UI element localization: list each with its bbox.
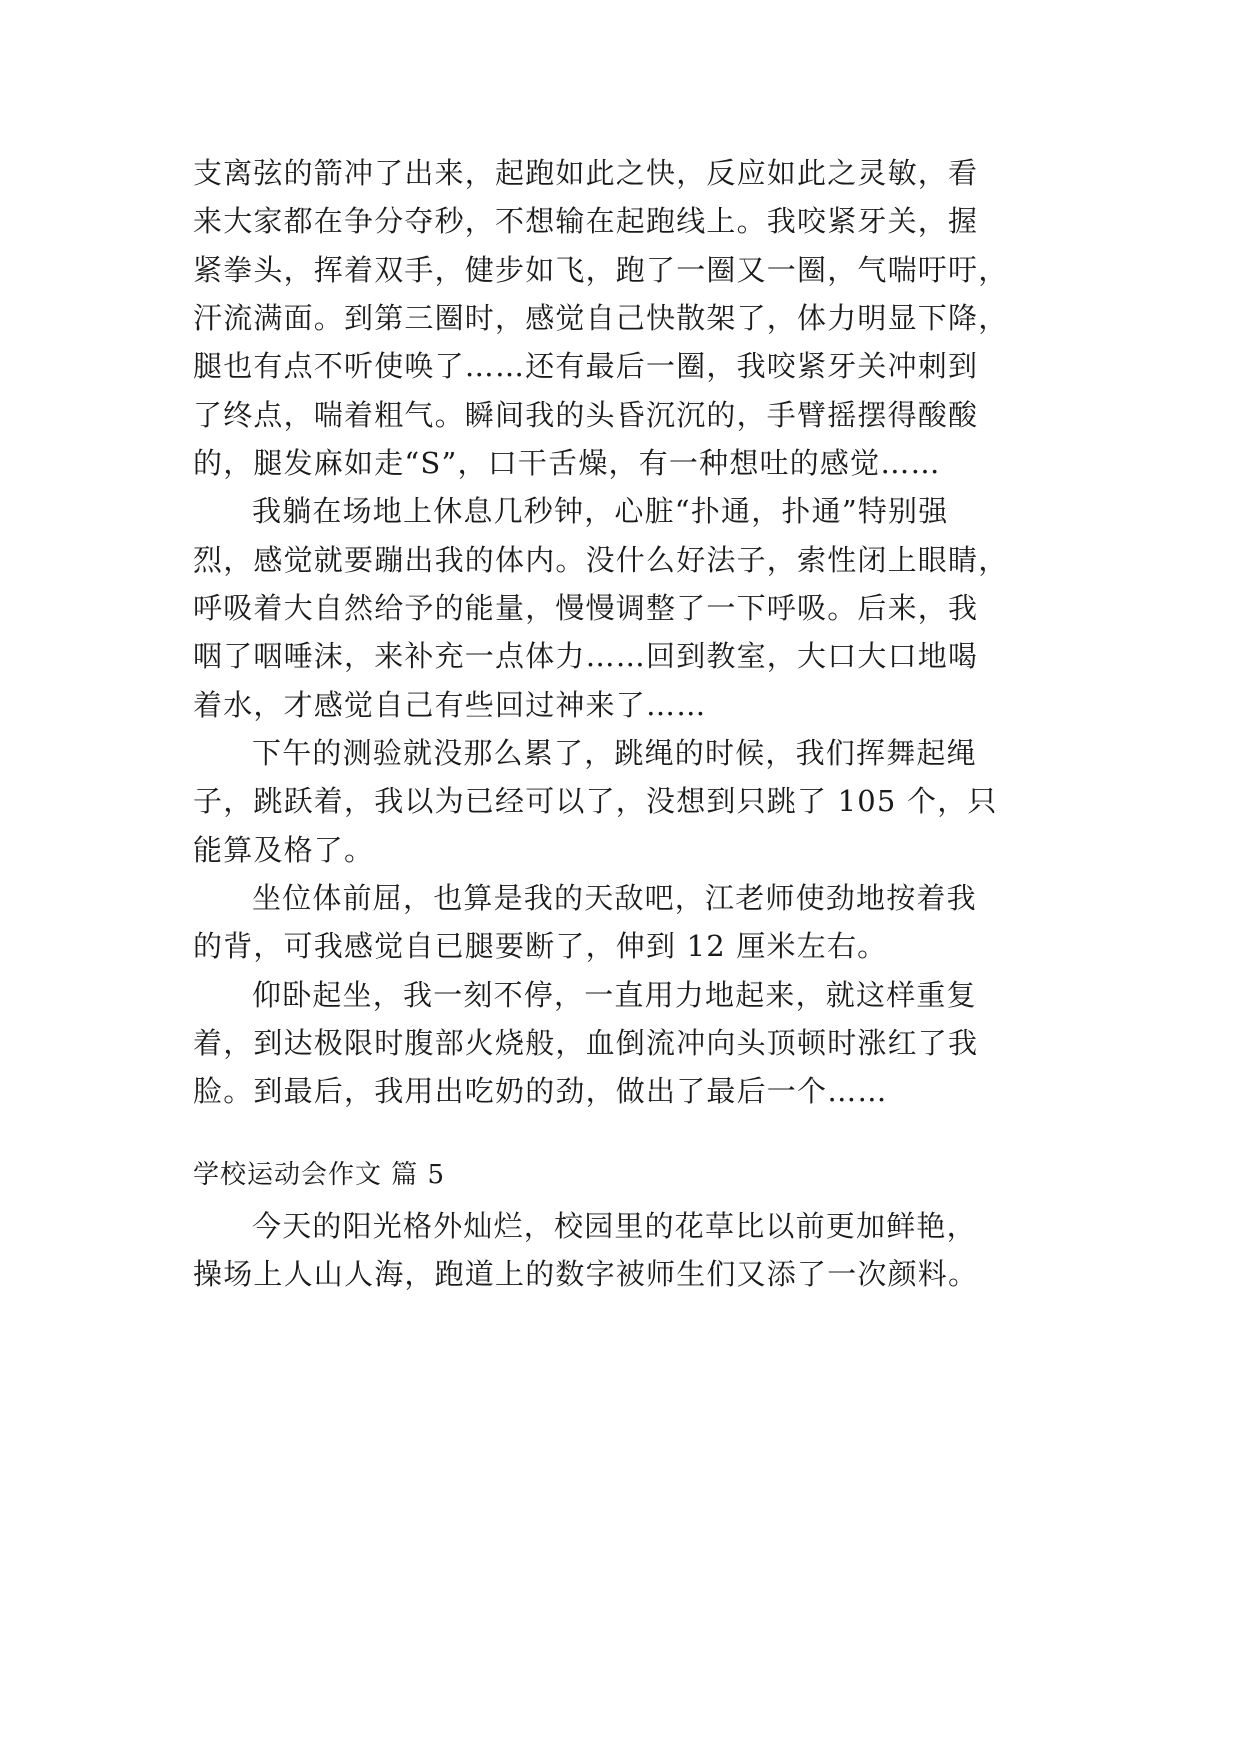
text-line: 下午的测验就没那么累了，跳绳的时候，我们挥舞起绳 <box>252 736 977 770</box>
text-line: 着水，才感觉自己有些回过神来了…… <box>193 688 707 722</box>
text-line: 汗流满面。到第三圈时，感觉自己快散架了，体力明显下降， <box>193 301 1009 335</box>
text-line: 呼吸着大自然给予的能量，慢慢调整了一下呼吸。后来，我 <box>193 591 979 625</box>
text-line: 脸。到最后，我用出吃奶的劲，做出了最后一个…… <box>193 1074 888 1108</box>
text-line: 支离弦的箭冲了出来，起跑如此之快，反应如此之灵敏，看 <box>193 156 979 190</box>
text-line: 操场上人山人海，跑道上的数字被师生们又添了一次颜料。 <box>193 1257 979 1291</box>
text-line: 我躺在场地上休息几秒钟，心脏“扑通，扑通”特别强 <box>252 494 949 528</box>
section-heading: 学校运动会作文 篇 5 <box>193 1160 446 1190</box>
text-line: 腿也有点不听使唤了……还有最后一圈，我咬紧牙关冲刺到 <box>193 349 979 383</box>
text-line: 着，到达极限时腹部火烧般，血倒流冲向头顶顿时涨红了我 <box>193 1026 979 1060</box>
text-line: 仰卧起坐，我一刻不停，一直用力地起来，就这样重复 <box>252 978 977 1012</box>
text-line: 能算及格了。 <box>193 833 375 867</box>
text-line: 烈，感觉就要蹦出我的体内。没什么好法子，索性闭上眼睛， <box>193 543 1009 577</box>
text-line: 的，腿发麻如走“S”，口干舌燥，有一种想吐的感觉…… <box>193 446 941 480</box>
text-line: 今天的阳光格外灿烂，校园里的花草比以前更加鲜艳， <box>252 1209 977 1243</box>
text-line: 了终点，喘着粗气。瞬间我的头昏沉沉的，手臂摇摆得酸酸 <box>193 398 979 432</box>
text-line: 咽了咽唾沫，来补充一点体力……回到教室，大口大口地喝 <box>193 639 979 673</box>
text-line: 来大家都在争分夺秒，不想输在起跑线上。我咬紧牙关，握 <box>193 204 979 238</box>
text-line: 坐位体前屈，也算是我的天敌吧，江老师使劲地按着我 <box>252 881 977 915</box>
text-line: 紧拳头，挥着双手，健步如飞，跑了一圈又一圈，气喘吁吁， <box>193 253 1009 287</box>
text-line: 子，跳跃着，我以为已经可以了，没想到只跳了 105 个，只 <box>193 784 998 818</box>
text-line: 的背，可我感觉自已腿要断了，伸到 12 厘米左右。 <box>193 929 888 963</box>
